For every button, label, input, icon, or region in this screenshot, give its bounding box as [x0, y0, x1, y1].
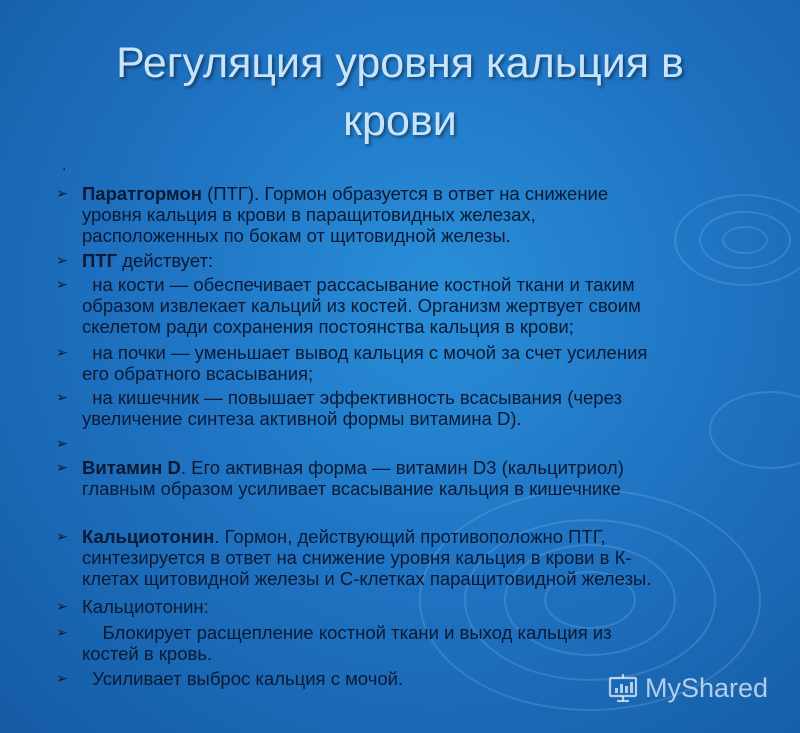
title-line-1: Регуляция уровня кальция в [116, 39, 684, 87]
item-text: Усиливает выброс кальция с мочой. [82, 668, 404, 689]
item-text-line3: клетах щитовидной железы и С-клетках паращитовидной железы. [82, 568, 652, 589]
item-text-line2: образом извлекает кальций из костей. Организм жертвует своим [82, 295, 641, 316]
term-calcitonin: Кальциотонин [82, 526, 215, 547]
term-ptg: ПТГ [82, 250, 118, 271]
item-text: Блокирует расщепление костной ткани и выход кальция из [82, 622, 612, 643]
item-text-line2: костей в кровь. [82, 643, 213, 664]
term-vitamin-d: Витамин D [82, 457, 181, 478]
item-text: . Гормон, действующий противоположно ПТГ, [214, 526, 606, 547]
title-line-2: крови [343, 97, 457, 145]
arrow-bullet-icon: ➢ [56, 276, 68, 292]
item-text-line2: его обратного всасывания; [82, 363, 314, 384]
arrow-bullet-icon: ➢ [56, 252, 68, 268]
arrow-bullet-icon: ➢ [56, 528, 68, 544]
arrow-bullet-icon: ➢ [56, 459, 68, 475]
arrow-bullet-icon: ➢ [56, 389, 68, 405]
arrow-bullet-icon: ➢ [56, 344, 68, 360]
item-text-line2: уровня кальция в крови в паращитовидных железах, [82, 204, 536, 225]
item-text-line2: синтезируется в ответ на снижение уровня кальция в крови в К- [82, 547, 632, 568]
item-text: . Его активная форма — витамин D3 (кальцитриол) [180, 457, 624, 478]
slide-title [60, 34, 740, 150]
item-text: на почки — уменьшает вывод кальция с мочой за счет усиления [82, 342, 648, 363]
item-text: на кости — обеспечивает рассасывание костной ткани и таким [82, 274, 635, 295]
item-text-line3: скелетом ради сохранения постоянства кальция в крови; [82, 316, 574, 337]
arrow-bullet-icon: ➢ [56, 185, 68, 201]
item-text-line2: главным образом усиливает всасывание кальция в кишечнике [82, 478, 621, 499]
watermark-text: MyShared [645, 672, 769, 703]
stray-dot: . [62, 157, 67, 174]
item-text: на кишечник — повышает эффективность всасывания (через [82, 387, 622, 408]
myshared-watermark [607, 668, 782, 708]
presentation-board-icon [607, 672, 639, 704]
arrow-bullet-icon: ➢ [56, 435, 68, 451]
arrow-bullet-icon: ➢ [56, 598, 68, 614]
item-text: (ПТГ). Гормон образуется в ответ на снижение [201, 183, 609, 204]
term-parathormone: Паратгормон [82, 183, 202, 204]
item-text: Кальциотонин: [82, 596, 209, 617]
arrow-bullet-icon: ➢ [56, 670, 68, 686]
item-text-line2: увеличение синтеза активной формы витамина D). [82, 408, 522, 429]
item-text-line3: расположенных по бокам от щитовидной железы. [82, 225, 511, 246]
arrow-bullet-icon: ➢ [56, 624, 68, 640]
item-text: действует: [117, 250, 214, 271]
